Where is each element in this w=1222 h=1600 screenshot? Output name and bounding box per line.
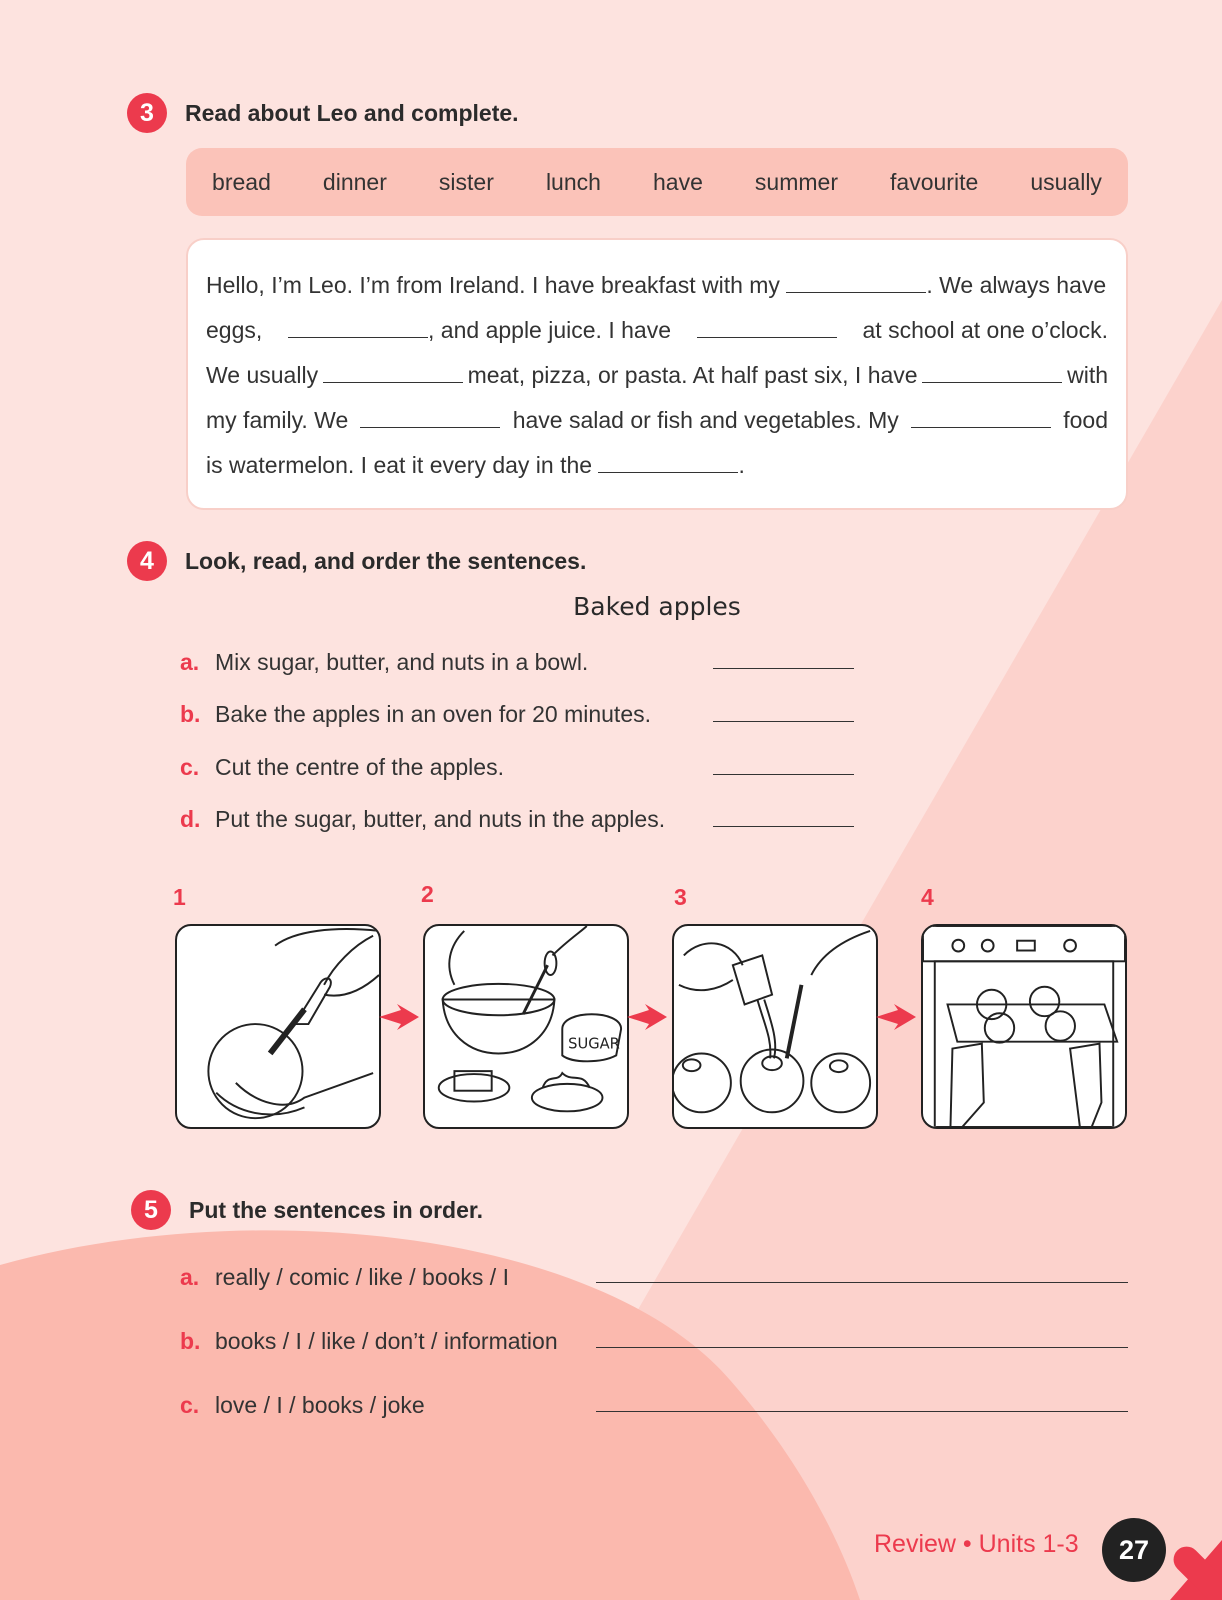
paragraph-line	[206, 405, 1108, 435]
text-fragment: my family. We	[206, 407, 349, 433]
exercise-title: Look, read, and order the sentences.	[185, 547, 587, 574]
item-letter: c.	[180, 754, 200, 780]
sentence-item	[180, 752, 504, 782]
word-bank	[186, 148, 1128, 216]
exercise-title: Read about Leo and complete.	[185, 99, 519, 126]
exercise-number-badge: 5	[131, 1190, 171, 1230]
exercise-number-badge: 3	[127, 93, 167, 133]
fill-in-blank[interactable]	[598, 450, 738, 473]
paragraph-line	[206, 315, 1108, 345]
item-text: Bake the apples in an oven for 20 minutes.	[215, 701, 652, 727]
fill-in-blank[interactable]	[911, 405, 1051, 428]
text-fragment: at school at one o’clock.	[862, 317, 1108, 343]
item-text: love / I / books / joke	[215, 1392, 425, 1418]
step-1-illustration	[175, 924, 381, 1129]
sentence-item	[180, 1390, 425, 1420]
answer-line[interactable]	[713, 826, 854, 827]
item-letter: d.	[180, 806, 201, 832]
fill-in-blank[interactable]	[922, 360, 1062, 383]
item-text: books / I / like / don’t / information	[215, 1328, 558, 1354]
item-letter: a.	[180, 649, 200, 675]
text-fragment: meat, pizza, or pasta. At half past six, I have	[467, 362, 918, 388]
item-letter: a.	[180, 1264, 200, 1290]
answer-line[interactable]	[596, 1411, 1128, 1412]
answer-line[interactable]	[713, 721, 854, 722]
text-fragment: food	[1063, 407, 1108, 433]
item-text: Put the sugar, butter, and nuts in the apples.	[215, 806, 666, 832]
word-bank-item: sister	[438, 168, 494, 195]
answer-line[interactable]	[596, 1347, 1128, 1348]
step-2-illustration	[423, 924, 629, 1129]
answer-line[interactable]	[713, 774, 854, 775]
item-letter: b.	[180, 1328, 201, 1354]
item-text: really / comic / like / books / I	[215, 1264, 509, 1290]
text-fragment: with	[1067, 362, 1108, 388]
exercise-title: Put the sentences in order.	[189, 1196, 483, 1223]
paragraph-line	[206, 360, 1108, 390]
reading-text-box	[186, 238, 1128, 510]
sugar-label: SUGAR	[568, 1035, 620, 1053]
step-number: 4	[921, 884, 934, 910]
text-fragment: , and apple juice. I have	[428, 317, 671, 343]
answer-line[interactable]	[713, 668, 854, 669]
sentence-item	[180, 699, 651, 729]
step-3-illustration	[672, 924, 878, 1129]
item-text: Cut the centre of the apples.	[215, 754, 504, 780]
item-letter: b.	[180, 701, 201, 727]
exercise-3-header	[127, 93, 519, 133]
recipe-title: Baked apples	[573, 592, 741, 621]
text-fragment: We usually	[206, 362, 319, 388]
word-bank-item: usually	[1030, 168, 1102, 195]
fill-in-blank[interactable]	[786, 270, 926, 293]
text-fragment: have salad or fish and vegetables. My	[512, 407, 899, 433]
sentence-item	[180, 1262, 509, 1292]
exercise-number-badge: 4	[127, 541, 167, 581]
text-fragment: Hello, I’m Leo. I’m from Ireland. I have breakfast with my	[206, 272, 780, 298]
fill-in-blank[interactable]	[323, 360, 463, 383]
arrow-icon	[876, 1004, 916, 1030]
step-number: 1	[173, 884, 186, 910]
text-fragment: is watermelon. I eat it every day in the	[206, 452, 593, 478]
arrow-icon	[379, 1004, 419, 1030]
footer-review-label: Review • Units 1-3	[874, 1530, 1079, 1558]
sentence-item	[180, 647, 588, 677]
step-4-illustration	[921, 924, 1127, 1129]
text-fragment: .	[738, 452, 745, 478]
word-bank-item: lunch	[545, 168, 601, 195]
word-bank-item: summer	[754, 168, 838, 195]
fill-in-blank[interactable]	[697, 315, 837, 338]
paragraph-line	[206, 270, 1106, 300]
answer-line[interactable]	[596, 1282, 1128, 1283]
fill-in-blank[interactable]	[360, 405, 500, 428]
exercise-5-header	[131, 1190, 483, 1230]
fill-in-blank[interactable]	[288, 315, 428, 338]
text-fragment: eggs,	[206, 317, 263, 343]
word-bank-item: have	[652, 168, 703, 195]
word-bank-item: favourite	[890, 168, 979, 195]
sentence-item	[180, 804, 665, 834]
word-bank-item: dinner	[322, 168, 387, 195]
item-text: Mix sugar, butter, and nuts in a bowl.	[215, 649, 589, 675]
step-number: 3	[674, 884, 687, 910]
exercise-4-header	[127, 541, 586, 581]
sentence-item	[180, 1326, 558, 1356]
text-fragment: . We always have	[926, 272, 1107, 298]
paragraph-line	[206, 450, 745, 480]
arrow-icon	[627, 1004, 667, 1030]
step-number: 2	[421, 881, 434, 907]
page-number-badge: 27	[1102, 1518, 1166, 1582]
item-letter: c.	[180, 1392, 200, 1418]
word-bank-item: bread	[212, 168, 271, 195]
